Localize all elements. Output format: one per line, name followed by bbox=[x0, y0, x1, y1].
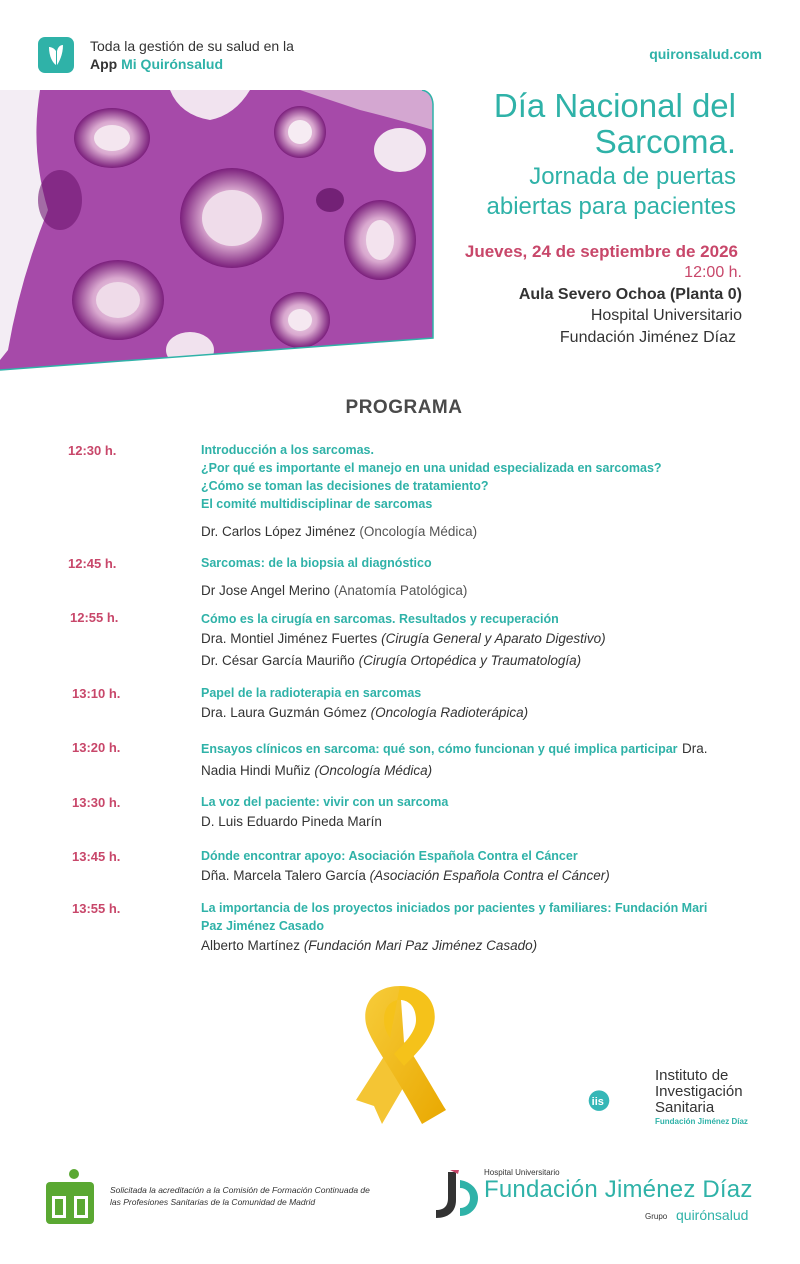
event-date: Jueves, 24 de septiembre de 2026 bbox=[464, 242, 738, 261]
program-item-time: 12:55 h. bbox=[70, 610, 119, 625]
event-subtitle-line2: abiertas para pacientes bbox=[486, 193, 736, 220]
program-item-title: Sarcomas: de la biopsia al diagnóstico bbox=[201, 556, 432, 570]
program-item-speaker bbox=[201, 628, 741, 650]
awareness-ribbon-icon bbox=[352, 980, 448, 1128]
program-item-time: 13:30 h. bbox=[72, 795, 121, 810]
iis-logo bbox=[588, 1068, 654, 1134]
iis-subtitle: Fundación Jiménez Díaz bbox=[655, 1117, 748, 1126]
program-item-speaker bbox=[201, 650, 741, 672]
event-subtitle-line1: Jornada de puertas bbox=[529, 163, 736, 190]
fjd-name: Fundación Jiménez Díaz bbox=[484, 1176, 753, 1203]
speaker-name: Nadia Hindi Muñiz bbox=[201, 763, 311, 778]
program-item-title: Introducción a los sarcomas. bbox=[201, 443, 374, 457]
program-item-speaker bbox=[201, 760, 761, 782]
event-title-line1: Día Nacional del bbox=[493, 87, 736, 124]
speaker-affiliation: (Oncología Médica) bbox=[314, 763, 433, 778]
speaker-name: Dra. Montiel Jiménez Fuertes bbox=[201, 631, 378, 646]
program-item-speaker bbox=[201, 811, 741, 833]
program-heading: PROGRAMA bbox=[345, 397, 463, 418]
program-item-title: Papel de la radioterapia en sarcomas bbox=[201, 686, 422, 700]
accreditation-note bbox=[110, 1184, 390, 1208]
fjd-logo-icon bbox=[430, 1170, 480, 1220]
histology-image bbox=[0, 90, 436, 375]
cfc-logo bbox=[44, 1168, 96, 1226]
program-item-time: 13:10 h. bbox=[72, 686, 121, 701]
site-url-link[interactable]: quironsalud.com bbox=[649, 46, 762, 62]
program-item-title: La voz del paciente: vivir con un sarcoma bbox=[201, 795, 449, 809]
program-item-speaker bbox=[201, 521, 741, 543]
speaker-name: Dña. Marcela Talero García bbox=[201, 868, 366, 883]
program-item-title: ¿Por qué es importante el manejo en una unidad especializada en sarcomas? bbox=[201, 461, 662, 475]
program-item-title: La importancia de los proyectos iniciados por pacientes y familiares: Fundación Mari bbox=[201, 901, 708, 915]
program-item-title-row bbox=[201, 738, 761, 760]
program-item-time: 13:55 h. bbox=[72, 901, 121, 916]
program-item-speaker bbox=[201, 935, 761, 957]
iis-text bbox=[655, 1068, 748, 1128]
speaker-affiliation: (Oncología Radioterápica) bbox=[370, 705, 529, 720]
program-item-time: 13:45 h. bbox=[72, 849, 121, 864]
svg-text:iis: iis bbox=[591, 1096, 604, 1109]
iis-line3: Sanitaria bbox=[655, 1099, 715, 1116]
speaker-affiliation: (Asociación Española Contra el Cáncer) bbox=[369, 868, 610, 883]
event-title-block bbox=[406, 88, 736, 220]
app-brand: Mi Quirónsalud bbox=[121, 56, 223, 72]
speaker-name: D. Luis Eduardo Pineda Marín bbox=[201, 814, 382, 829]
app-line1: Toda la gestión de su salud en la bbox=[90, 38, 294, 54]
quironsalud-logo: quirónsalud bbox=[676, 1207, 749, 1223]
event-room: Aula Severo Ochoa (Planta 0) bbox=[518, 286, 742, 303]
iis-line1: Instituto de bbox=[655, 1067, 729, 1084]
event-title-line2: Sarcoma. bbox=[594, 123, 736, 160]
program-item-title: Dónde encontrar apoyo: Asociación Española Contra el Cáncer bbox=[201, 849, 578, 863]
speaker-name: Dr. Carlos López Jiménez bbox=[201, 524, 356, 539]
speaker-name: Alberto Martínez bbox=[201, 938, 301, 953]
program-item-title: Paz Jiménez Casado bbox=[201, 919, 324, 933]
program-item-time: 12:45 h. bbox=[68, 556, 117, 571]
iis-line2: Investigación bbox=[655, 1083, 743, 1100]
app-banner-text bbox=[90, 37, 294, 73]
program-item-title: El comité multidisciplinar de sarcomas bbox=[201, 497, 433, 511]
accreditation-line2: las Profesiones Sanitarias de la Comunidad de Madrid bbox=[110, 1197, 316, 1207]
fjd-hospital-label: Hospital Universitario bbox=[484, 1168, 560, 1177]
speaker-affiliation: (Cirugía General y Aparato Digestivo) bbox=[381, 631, 606, 646]
speaker-affiliation: (Fundación Mari Paz Jiménez Casado) bbox=[303, 938, 538, 953]
program-item-time: 13:20 h. bbox=[72, 740, 121, 755]
speaker-affiliation: (Anatomía Patológica) bbox=[333, 583, 468, 598]
app-leaf-icon bbox=[38, 37, 74, 73]
speaker-affiliation: (Oncología Médica) bbox=[359, 524, 478, 539]
program-item-speaker bbox=[201, 865, 741, 887]
program-item-speaker bbox=[201, 580, 741, 602]
app-line2 bbox=[90, 55, 294, 73]
program-item-title: Cómo es la cirugía en sarcomas. Resultados y recuperación bbox=[201, 612, 559, 626]
app-banner[interactable] bbox=[38, 37, 294, 73]
program-item-time: 12:30 h. bbox=[68, 443, 117, 458]
speaker-name: Dr Jose Angel Merino bbox=[201, 583, 331, 598]
speaker-name: Dr. César García Mauriño bbox=[201, 653, 355, 668]
event-time: 12:00 h. bbox=[684, 264, 742, 281]
program-item-speaker bbox=[201, 702, 741, 724]
speaker-name: Dra. Laura Guzmán Gómez bbox=[201, 705, 367, 720]
grupo-label: Grupo bbox=[645, 1212, 668, 1221]
event-place-line1: Hospital Universitario bbox=[590, 307, 742, 324]
speaker-title-prefix: Dra. bbox=[681, 741, 708, 756]
speaker-affiliation: (Cirugía Ortopédica y Traumatología) bbox=[358, 653, 582, 668]
program-item-title: ¿Cómo se toman las decisiones de tratamiento? bbox=[201, 479, 489, 493]
event-place-line2: Fundación Jiménez Díaz bbox=[559, 329, 736, 346]
accreditation-line1: Solicitada la acreditación a la Comisión de Formación Continuada de bbox=[110, 1185, 370, 1195]
app-line2-prefix: App bbox=[90, 56, 118, 72]
program-item-title: Ensayos clínicos en sarcoma: qué son, cómo funcionan y qué implica participar bbox=[201, 742, 678, 756]
